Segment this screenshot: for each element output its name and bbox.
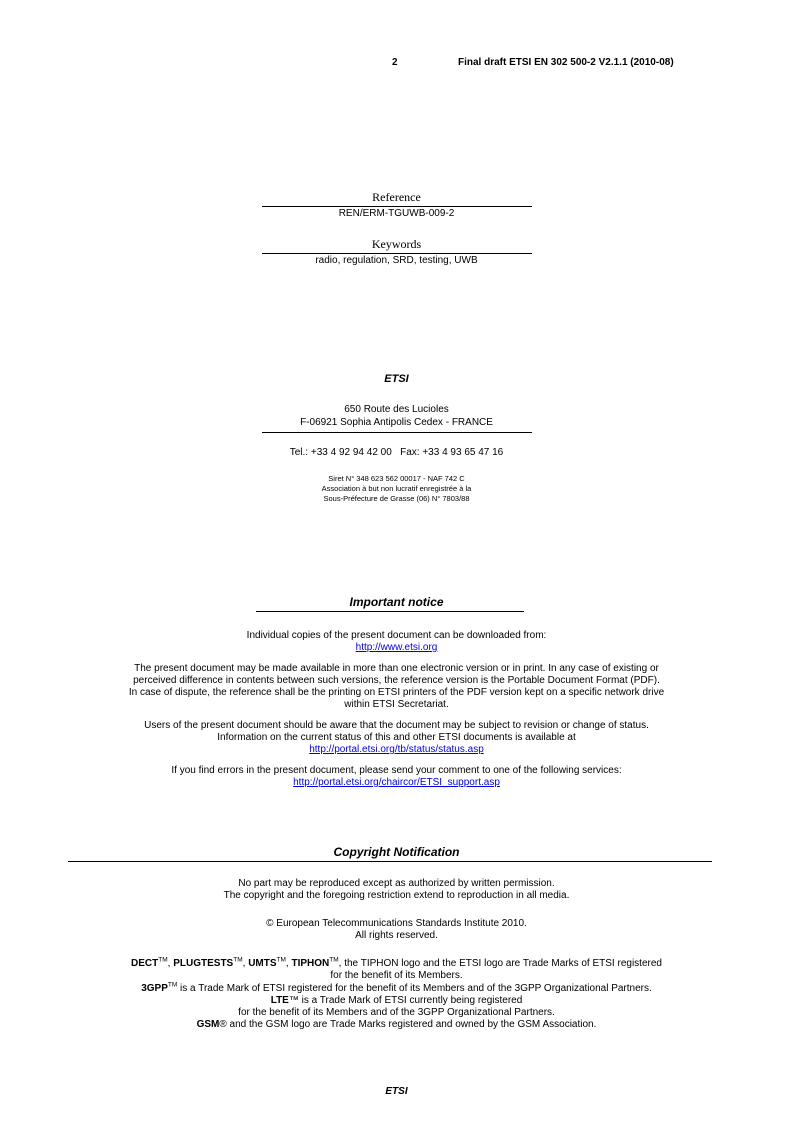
copyright-line3: © European Telecommunications Standards Institute 2010. <box>266 918 527 929</box>
separator: , <box>242 958 249 969</box>
trademarks-line2: for the benefit of its Members. <box>330 970 463 981</box>
keywords-rule <box>262 253 532 254</box>
separator: , <box>167 958 174 969</box>
notice-p1-line1: Individual copies of the present document can be downloaded from: <box>246 630 547 641</box>
important-notice-title: Important notice <box>349 595 444 609</box>
etsi-website-link[interactable]: http://www.etsi.org <box>355 642 438 653</box>
status-link[interactable]: http://portal.etsi.org/tb/status/status.asp <box>309 744 484 755</box>
trademarks-line5: for the benefit of its Members and of the 3GPP Organizational Partners. <box>238 1007 555 1018</box>
lte-mark: LTE <box>270 995 289 1006</box>
keywords-value: radio, regulation, SRD, testing, UWB <box>315 255 478 266</box>
trademarks-line4-text: is a Trade Mark of ETSI currently being registered <box>298 995 523 1006</box>
3gpp-mark: 3GPP <box>141 983 168 994</box>
notice-p2-line2: perceived difference in contents between such versions, the reference version is the Portable Document Format (PDF). <box>133 675 660 686</box>
notice-p4-line1: If you find errors in the present document, please send your comment to one of the following services: <box>171 765 622 776</box>
etsi-siret-line2: Association à but non lucratif enregistrée à la <box>321 484 472 493</box>
etsi-address-line2: F-06921 Sophia Antipolis Cedex - FRANCE <box>300 417 493 428</box>
tm-sup: TM <box>158 956 168 964</box>
umts-mark: UMTS <box>248 958 277 969</box>
trademarks-line1 <box>0 958 793 970</box>
trademarks-line6 <box>0 1019 793 1031</box>
copyright-line1: No part may be reproduced except as authorized by written permission. <box>238 878 555 889</box>
reference-value: REN/ERM-TGUWB-009-2 <box>338 208 455 219</box>
notice-p2-line4: within ETSI Secretariat. <box>344 699 449 710</box>
trademarks-line3-text: is a Trade Mark of ETSI registered for the benefit of its Members and of the 3GPP Organizational Partners. <box>177 983 652 994</box>
trademarks-line3 <box>0 983 793 995</box>
notice-p3-line2: Information on the current status of this and other ETSI documents is available at <box>217 732 576 743</box>
tm-sup: TM <box>329 956 339 964</box>
notice-p3-line1: Users of the present document should be aware that the document may be subject to revision or change of status. <box>144 720 649 731</box>
address-rule <box>262 432 532 433</box>
etsi-tel-fax: Tel.: +33 4 92 94 42 00 Fax: +33 4 93 65 47 16 <box>289 447 504 458</box>
etsi-address-line1: 650 Route des Lucioles <box>344 404 449 415</box>
lte-tm: ™ <box>288 995 299 1006</box>
notice-p2-line3: In case of dispute, the reference shall be the printing on ETSI printers of the PDF version kept on a specific network drive <box>128 687 665 698</box>
tm-sup: TM <box>233 956 243 964</box>
tm-sup: TM <box>276 956 286 964</box>
copyright-line2: The copyright and the foregoing restriction extend to reproduction in all media. <box>223 890 570 901</box>
trademarks-line1-text: , the TIPHON logo and the ETSI logo are Trade Marks of ETSI registered <box>338 958 662 969</box>
support-link[interactable]: http://portal.etsi.org/chaircor/ETSI_support.asp <box>293 777 500 788</box>
gsm-mark: GSM <box>196 1019 220 1030</box>
page-number: 2 <box>392 57 398 68</box>
copyright-title: Copyright Notification <box>333 845 460 859</box>
plugtests-mark: PLUGTESTS <box>173 958 234 969</box>
copyright-line4: All rights reserved. <box>355 930 438 941</box>
dect-mark: DECT <box>131 958 159 969</box>
etsi-siret-line3: Sous-Préfecture de Grasse (06) N° 7803/88 <box>323 494 470 503</box>
tm-sup: TM <box>167 981 178 989</box>
trademarks-line6-text: ® and the GSM logo are Trade Marks registered and owned by the GSM Association. <box>219 1019 597 1030</box>
trademarks-line4 <box>0 995 793 1007</box>
separator: , <box>285 958 292 969</box>
notice-p2-line1: The present document may be made available in more than one electronic version or in print. In any case of existing or <box>134 663 659 674</box>
reference-rule <box>262 206 532 207</box>
notice-rule <box>256 611 524 612</box>
tiphon-mark: TIPHON <box>291 958 330 969</box>
footer-etsi: ETSI <box>385 1086 408 1097</box>
keywords-label: Keywords <box>371 237 422 251</box>
document-title: Final draft ETSI EN 302 500-2 V2.1.1 (2010-08) <box>458 57 674 68</box>
etsi-name: ETSI <box>384 373 409 385</box>
etsi-siret-line1: Siret N° 348 623 562 00017 - NAF 742 C <box>328 474 465 483</box>
copyright-rule <box>68 861 712 862</box>
reference-label: Reference <box>372 190 421 204</box>
